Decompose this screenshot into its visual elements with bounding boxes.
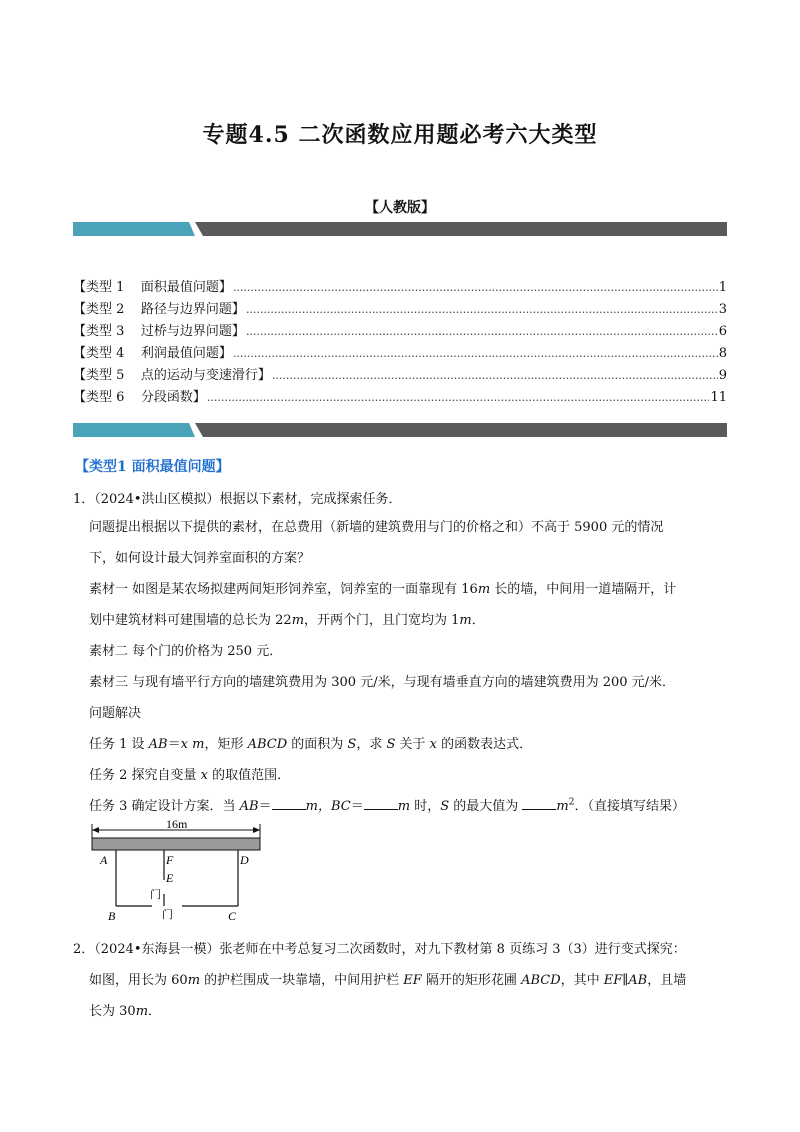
unit: m	[135, 1004, 149, 1019]
toc-leader-dots	[246, 303, 718, 316]
problem-solve-label: 问题解决	[89, 706, 142, 721]
problem-line: 下，如何设计最大饲养室面积的方案？	[89, 551, 311, 566]
material-1-line	[89, 578, 676, 597]
text: 如图，用长为 60	[89, 973, 188, 988]
toc-entry[interactable]	[73, 386, 727, 408]
material-1-line-2	[89, 609, 485, 628]
toc-entry[interactable]	[73, 364, 727, 386]
text: ，求	[356, 737, 387, 752]
door-label: 门	[150, 889, 161, 901]
text: 的面积为	[287, 737, 348, 752]
unit: m	[187, 737, 205, 752]
door-label: 门	[162, 909, 173, 921]
point-label: A	[100, 853, 108, 867]
text: ，其中	[560, 973, 604, 988]
text: ＝	[258, 799, 272, 814]
enclosure-diagram	[88, 818, 268, 926]
text: ＝	[350, 799, 364, 814]
toc-label: 【类型 3 过桥与边界问题】	[73, 324, 245, 339]
question-source: （2024•东海县一模）张老师在中考总复习二次函数时，对九下教材第 8 页练习 3（3）进行变式探究：	[94, 942, 686, 957]
question-2-header	[73, 938, 686, 957]
table-of-contents	[73, 276, 727, 408]
text: ∥	[622, 973, 629, 988]
text: 划中建筑材料可建围墙的总长为 22	[89, 613, 292, 628]
var: ，BC	[317, 799, 351, 814]
var: ABCD	[247, 737, 288, 752]
var: x	[200, 768, 209, 783]
toc-leader-dots	[233, 281, 718, 294]
text: 的取值范围．	[208, 768, 291, 783]
edition-label: 【人教版】	[365, 200, 435, 216]
toc-label: 【类型 4 利润最值问题】	[73, 346, 232, 361]
toc-page-number: 6	[718, 324, 727, 339]
wall-length-label: 16m	[166, 818, 188, 831]
existing-wall	[92, 838, 260, 850]
text: 关于	[395, 737, 430, 752]
point-label: D	[240, 853, 249, 867]
unit: m	[291, 613, 305, 628]
text: 长为 30	[89, 1004, 136, 1019]
question-source: （2024•洪山区模拟）根据以下素材，完成探索任务．	[94, 492, 402, 507]
top-divider-bar	[73, 222, 727, 236]
toc-page-number: 9	[718, 368, 727, 383]
var: ABCD	[521, 973, 561, 988]
question-2-line	[89, 969, 686, 988]
text: 任务 2 探究自变量	[89, 768, 201, 783]
text: 时，	[410, 799, 441, 814]
text: 的函数表达式．	[436, 737, 533, 752]
text: ．	[471, 613, 485, 628]
problem-line: 问题提出根据以下提供的素材，在总费用（新墙的建筑费用与门的价格之和）不高于 5900 元的情况	[89, 520, 664, 535]
var: x	[180, 737, 188, 752]
question-number: 1．	[73, 492, 95, 507]
unit: m	[459, 613, 472, 628]
var: AB	[239, 799, 259, 814]
material-3-line: 素材三 与现有墙平行方向的墙建筑费用为 300 元/米，与现有墙垂直方向的墙建筑费用为 200 元/米．	[89, 675, 676, 690]
text: ．（直接填写结果）	[574, 799, 685, 814]
unit: m	[187, 973, 201, 988]
var: x	[429, 737, 437, 752]
task-2-line	[89, 764, 290, 783]
unit: m	[397, 799, 411, 814]
var: S	[347, 737, 357, 752]
superscript: 2	[568, 797, 575, 808]
text: ，开两个门，且门宽均为 1	[304, 613, 460, 628]
toc-label: 【类型 6 分段函数】	[73, 390, 206, 405]
toc-page-number: 11	[710, 390, 727, 405]
text: 隔开的矩形花圃	[421, 973, 522, 988]
question-number: 2．	[73, 942, 95, 957]
unit: m	[556, 799, 569, 814]
point-label: C	[228, 909, 237, 922]
task-1-line	[89, 733, 532, 752]
var: EF	[603, 973, 623, 988]
var: EF	[403, 973, 422, 988]
toc-leader-dots	[246, 325, 718, 338]
toc-entry[interactable]	[73, 298, 727, 320]
var: S	[440, 799, 450, 814]
point-label: B	[108, 909, 116, 922]
toc-page-number: 3	[718, 302, 727, 317]
answer-blank[interactable]	[272, 797, 306, 810]
text: ．	[148, 1004, 162, 1019]
toc-leader-dots	[272, 369, 718, 382]
material-2-line: 素材二 每个门的价格为 250 元．	[89, 644, 283, 659]
question-1-header	[73, 488, 402, 507]
bottom-divider-bar	[73, 423, 727, 437]
toc-label: 【类型 2 路径与边界问题】	[73, 302, 245, 317]
point-label: E	[166, 871, 174, 885]
text: ，且墙	[647, 973, 687, 988]
var: S	[386, 737, 396, 752]
text: ＝	[167, 737, 181, 752]
text: 任务 1 设	[89, 737, 149, 752]
text: 的最大值为	[449, 799, 523, 814]
task-3-line	[89, 795, 685, 814]
toc-page-number: 8	[718, 346, 727, 361]
toc-label: 【类型 5 点的运动与变速滑行】	[73, 368, 271, 383]
text: 的护栏围成一块靠墙，中间用护栏	[200, 973, 404, 988]
text: 长的墙，中间用一道墙隔开，计	[490, 582, 677, 597]
unit: m	[305, 799, 318, 814]
toc-page-number: 1	[718, 280, 727, 295]
unit: m	[477, 582, 491, 597]
toc-entry[interactable]	[73, 320, 727, 342]
toc-leader-dots	[207, 391, 710, 404]
answer-blank[interactable]	[364, 797, 398, 810]
question-2-line	[89, 1000, 161, 1019]
var: AB	[628, 973, 648, 988]
toc-leader-dots	[233, 347, 718, 360]
section-heading: 【类型1 面积最值问题】	[75, 459, 230, 475]
toc-label: 【类型 1 面积最值问题】	[73, 280, 232, 295]
point-label: F	[166, 853, 174, 867]
toc-entry[interactable]	[73, 276, 727, 298]
toc-entry[interactable]	[73, 342, 727, 364]
text: 任务 3 确定设计方案．当	[89, 799, 240, 814]
var: AB	[148, 737, 168, 752]
answer-blank[interactable]	[522, 797, 556, 810]
text: ，矩形	[204, 737, 248, 752]
text: 素材一 如图是某农场拟建两间矩形饲养室，饲养室的一面靠现有 16	[89, 582, 478, 597]
document-title: 专题4.5 二次函数应用题必考六大类型	[202, 122, 598, 148]
